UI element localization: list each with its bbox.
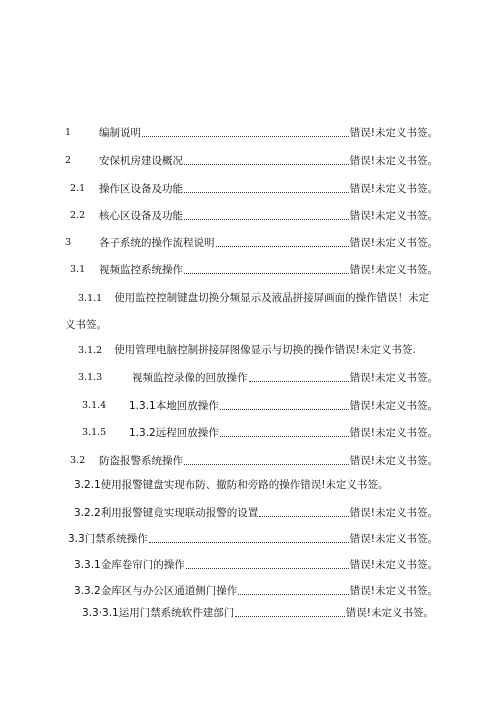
toc-entry-3-1-1-continuation (65, 318, 107, 332)
dot-leader (249, 381, 349, 382)
toc-entry-2[interactable] (65, 152, 438, 168)
toc-entry-3[interactable] (65, 234, 438, 250)
toc-title: 各子系统的操作流程说明 (99, 237, 215, 249)
toc-title: 核心区设备及功能 (99, 210, 183, 222)
toc-number: 3.1.1 (78, 293, 103, 304)
toc-title: 3.2.2利用报警键竟实现联动报警的设置 (74, 507, 259, 519)
toc-title: 1.3.1本地回放操作 (129, 400, 219, 412)
toc-number: 3 (65, 237, 72, 248)
toc-title: 使用监控控制键盘切换分频显示及液晶拼接屏画面的操作错误！未定 (114, 292, 430, 304)
toc-number: 3.1 (70, 264, 86, 275)
dot-leader (220, 409, 349, 410)
dot-leader (184, 164, 349, 165)
toc-title: 编制说明 (99, 127, 141, 139)
dot-leader (142, 136, 349, 137)
toc-entry-3-1-5[interactable] (82, 424, 438, 440)
toc-entry-3-2-1[interactable] (74, 478, 388, 492)
toc-page-ref: 错误!未定义书签。 (349, 237, 438, 249)
toc-entry-1[interactable] (65, 124, 438, 140)
dot-leader (216, 246, 349, 247)
dot-leader (220, 436, 349, 437)
toc-title: 3.2.1使用报警键盘实现布防、撤防和旁路的操作错误!未定义书签。 (74, 479, 389, 491)
toc-page-ref: 错误!未定义书签。 (349, 455, 438, 467)
toc-page-ref: 错误!未定义书签。 (349, 585, 438, 597)
toc-page-ref: 错误!未定义书签。 (349, 264, 438, 276)
toc-entry-3-1-1[interactable] (78, 291, 429, 306)
dot-leader (184, 219, 349, 220)
toc-entry-3-3-1[interactable] (74, 556, 438, 572)
toc-entry-3-1-2[interactable] (78, 343, 416, 358)
dot-leader (186, 568, 349, 569)
toc-entry-3-1-4[interactable] (82, 397, 438, 413)
toc-page-ref: 错误!未定义书签。 (349, 507, 438, 519)
toc-title: 视频监控系统操作 (99, 264, 183, 276)
toc-page-ref: 错误!未定义书签。 (349, 372, 438, 384)
dot-leader (184, 464, 349, 465)
toc-title: 视频监控录像的回放操作 (132, 372, 248, 384)
toc-page-ref: 错误!未定义书签。 (349, 533, 438, 545)
toc-title: 3.3·3.1运用门禁系统软件建部门 (82, 607, 235, 619)
toc-entry-3-3-3-1[interactable] (82, 604, 434, 620)
toc-entry-2-2[interactable] (70, 207, 438, 223)
toc-title: 防盗报警系统操作 (99, 455, 183, 467)
toc-entry-3-1[interactable] (70, 261, 438, 277)
dot-leader (238, 594, 349, 595)
toc-number: 3.1.4 (82, 400, 107, 411)
toc-page-ref: 错误!未定义书签。 (349, 559, 438, 571)
toc-number: 3.2 (70, 455, 86, 466)
toc-title: 使用管理电脑控制拼接屏图像显示与切换的操作错误!未定义书签. (114, 344, 416, 356)
toc-page-ref: 错误!未定义书签。 (349, 183, 438, 195)
dot-leader (184, 192, 349, 193)
dot-leader (235, 616, 345, 617)
toc-number: 2.2 (70, 210, 86, 221)
toc-page-ref: 错误!未定义书签。 (349, 155, 438, 167)
toc-title-continuation: 义书签。 (65, 319, 107, 331)
toc-entry-3-3[interactable] (68, 530, 438, 546)
toc-entry-2-1[interactable] (70, 180, 438, 196)
toc-entry-3-1-3[interactable] (78, 369, 438, 385)
toc-number: 3.1.2 (78, 345, 103, 356)
dot-leader (184, 273, 349, 274)
toc-page-ref: 错误!未定义书签。 (349, 210, 438, 222)
toc-number: 3.1.5 (82, 427, 107, 438)
toc-page-ref: 错误!未定义书签。 (349, 400, 438, 412)
toc-title: 3.3.1金库卷帘门的操作 (74, 559, 185, 571)
toc-number: 3.1.3 (78, 372, 103, 383)
toc-entry-3-2[interactable] (70, 452, 438, 468)
toc-entry-3-2-2[interactable] (74, 504, 438, 520)
toc-title: 3.3门禁系统操作 (68, 533, 148, 545)
toc-title: 安保机房建设概况 (99, 155, 183, 167)
toc-page-ref: 错误!未定义书签。 (349, 427, 438, 439)
toc-entry-3-3-2[interactable] (74, 582, 438, 598)
toc-title: 3.3.2金库区与办公区通道侧门操作 (74, 585, 238, 597)
toc-number: 2 (65, 155, 72, 166)
toc-page-ref: 错误!未定义书签。 (349, 127, 438, 139)
toc-page-ref: 错误!未定义书签。 (345, 607, 434, 619)
dot-leader (149, 542, 349, 543)
toc-number: 1 (65, 127, 72, 138)
dot-leader (259, 516, 349, 517)
toc-title: 操作区设备及功能 (99, 183, 183, 195)
toc-number: 2.1 (70, 183, 86, 194)
toc-title: 1.3.2远程回放操作 (129, 427, 219, 439)
